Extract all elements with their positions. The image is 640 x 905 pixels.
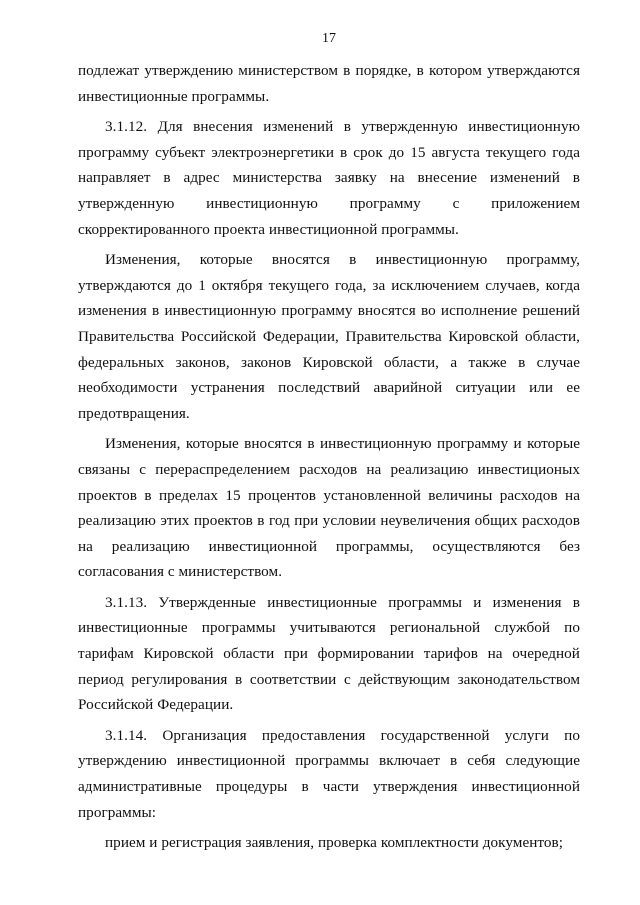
paragraph-procedure-item: прием и регистрация заявления, проверка комплектности документов; <box>105 834 564 852</box>
paragraph-3-1-14: 3.1.14. Организация предоставления государственной услуги по утверждению инвестиционной программы включает в себя следующие административные процедуры в части утверждения инвестиционной программы: <box>78 726 580 821</box>
paragraph-approval-deadline: Изменения, которые вносятся в инвестиционную программу, утверждаются до 1 октября текущего года, за исключением случаев, когда изменения в инвестиционную программу вносятся во исполнение решений Правительства Российской Федерации, Правительства Кировской области, федеральных законов, законов Кировской области, а также в случае необходимости устранения последствий аварийной ситуации или ее предотвращения. <box>78 251 580 422</box>
paragraph-3-1-12: 3.1.12. Для внесения изменений в утвержденную инвестиционную программу субъект электроэнергетики в срок до 15 августа текущего года направляет в адрес министерства заявку на внесение изменений в утвержденную инвестиционную программу с приложением скорректированного проекта инвестиционной программы. <box>78 118 580 238</box>
paragraph-redistribution: Изменения, которые вносятся в инвестиционную программу и которые связаны с перераспределением расходов на реализацию инвестиционых проектов в пределах 15 процентов установленной величины расходов на реализацию этих проектов в год при условии неувеличения общих расходов на реализацию инвестиционной программы, осуществляются без согласования с министерством. <box>78 435 580 581</box>
paragraph-continuation: подлежат утверждению министерством в порядке, в котором утверждаются инвестиционные программы. <box>78 62 580 105</box>
document-page <box>78 30 580 861</box>
paragraph-3-1-13: 3.1.13. Утвержденные инвестиционные программы и изменения в инвестиционные программы учитываются региональной службой по тарифам Кировской области при формировании тарифов на очередной период регулирования в соответствии с действующим законодательством Российской Федерации. <box>78 593 580 714</box>
page-number: 17 <box>322 31 336 46</box>
